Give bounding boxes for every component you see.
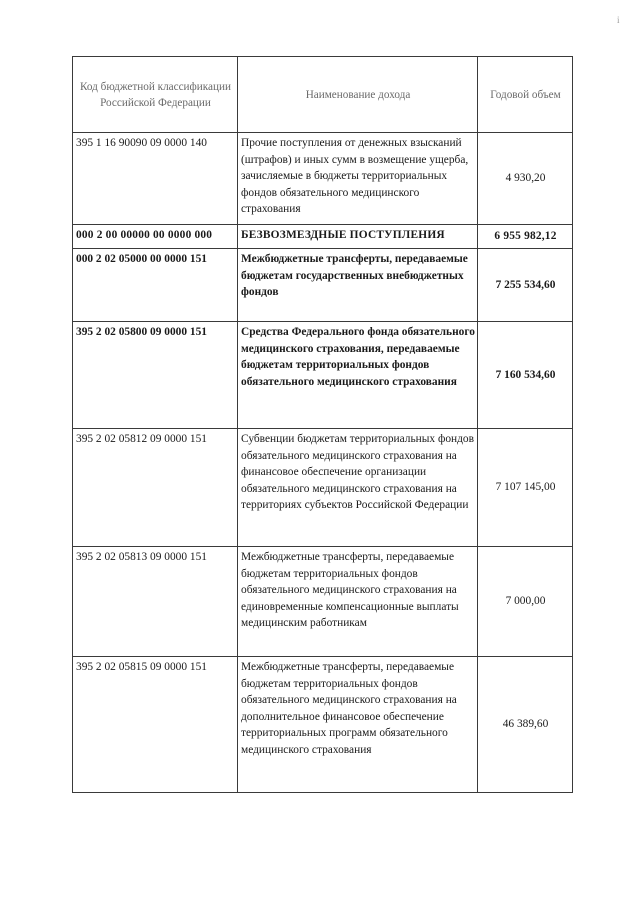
cell-code: 000 2 02 05000 00 0000 151: [73, 249, 238, 322]
header-name: Наименование дохода: [238, 57, 478, 133]
cell-amount: 46 389,60: [478, 657, 573, 793]
cell-amount: 4 930,20: [478, 133, 573, 225]
page-mark: i: [617, 15, 620, 25]
cell-code: 395 2 02 05812 09 0000 151: [73, 429, 238, 547]
table-row: [73, 657, 573, 793]
cell-code: 395 1 16 90090 09 0000 140: [73, 133, 238, 225]
cell-amount: 6 955 982,12: [478, 225, 573, 249]
cell-amount: 7 255 534,60: [478, 249, 573, 322]
header-amount: Годовой объем: [478, 57, 573, 133]
cell-amount: 7 107 145,00: [478, 429, 573, 547]
table-header-row: [73, 57, 573, 133]
table-row: [73, 133, 573, 225]
cell-amount: 7 000,00: [478, 547, 573, 657]
cell-name: Прочие поступления от денежных взысканий (штрафов) и иных сумм в возмещение ущерба, зачисляемые в бюджеты территориальных фондов обязательного медицинского страхования: [238, 133, 478, 225]
cell-code: 395 2 02 05800 09 0000 151: [73, 322, 238, 429]
cell-amount: 7 160 534,60: [478, 322, 573, 429]
table-row: [73, 249, 573, 322]
table-row: [73, 225, 573, 249]
budget-income-table: [72, 56, 573, 793]
table-row: [73, 429, 573, 547]
cell-code: 000 2 00 00000 00 0000 000: [73, 225, 238, 249]
cell-name: Субвенции бюджетам территориальных фондов обязательного медицинского страхования на финансовое обеспечение организации обязательного медицинского страхования на территориях субъектов Российской Федерации: [238, 429, 478, 547]
header-code: Код бюджетной классификации Российской Федерации: [73, 57, 238, 133]
cell-name: Межбюджетные трансферты, передаваемые бюджетам государственных внебюджетных фондов: [238, 249, 478, 322]
cell-name: БЕЗВОЗМЕЗДНЫЕ ПОСТУПЛЕНИЯ: [238, 225, 478, 249]
table-row: [73, 322, 573, 429]
cell-name: Межбюджетные трансферты, передаваемые бюджетам территориальных фондов обязательного медицинского страхования на единовременные компенсационные выплаты медицинским работникам: [238, 547, 478, 657]
cell-code: 395 2 02 05815 09 0000 151: [73, 657, 238, 793]
cell-code: 395 2 02 05813 09 0000 151: [73, 547, 238, 657]
cell-name: Межбюджетные трансферты, передаваемые бюджетам территориальных фондов обязательного медицинского страхования на дополнительное финансовое обеспечение территориальных программ обязательного медицинского страхования: [238, 657, 478, 793]
table-row: [73, 547, 573, 657]
cell-name: Средства Федерального фонда обязательного медицинского страхования, передаваемые бюджетам территориальных фондов обязательного медицинского страхования: [238, 322, 478, 429]
